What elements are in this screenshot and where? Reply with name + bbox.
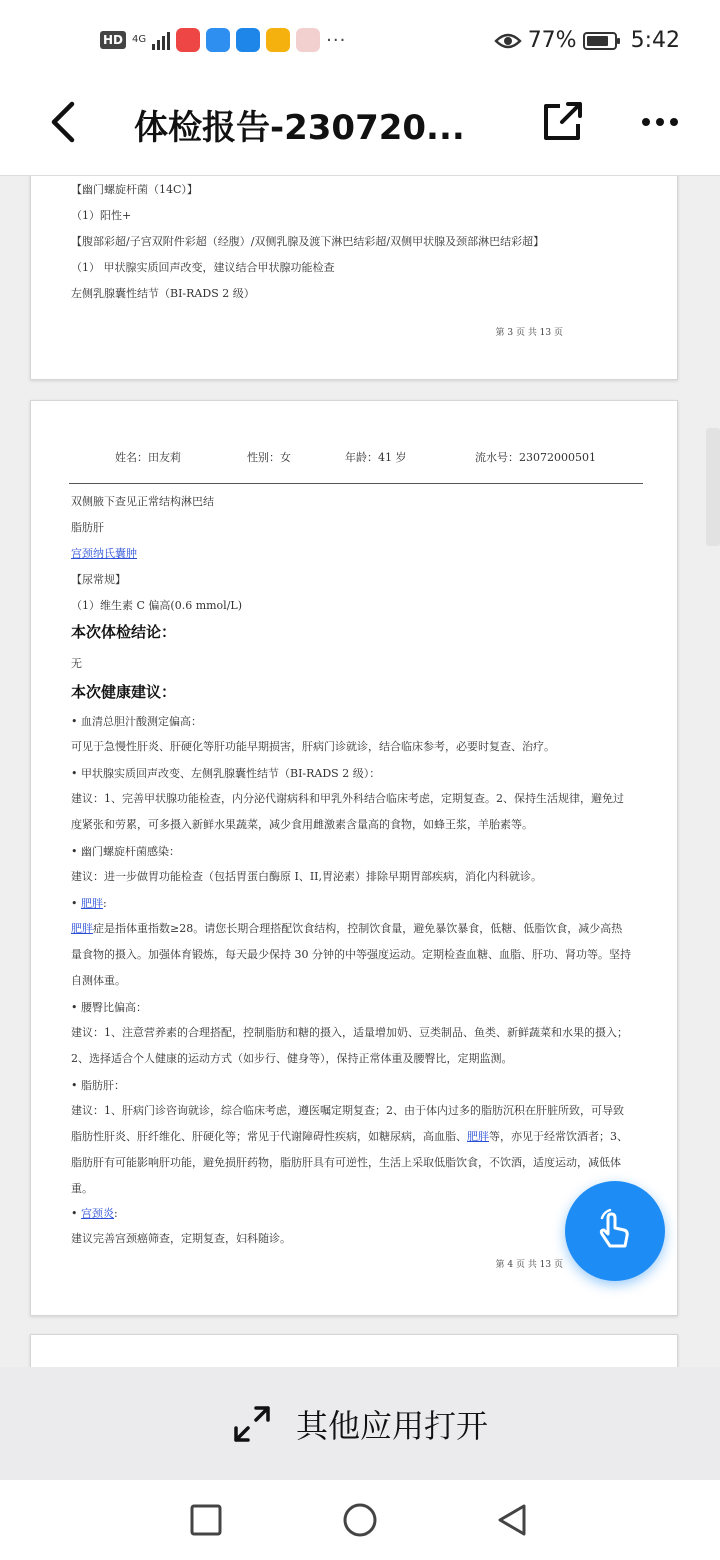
- document-page-3: [30, 176, 678, 380]
- page3-line: （1） 甲状腺实质回声改变，建议结合甲状腺功能检查: [71, 261, 335, 274]
- colon: :: [114, 1207, 118, 1220]
- weather-icon: [206, 28, 230, 52]
- more-icon[interactable]: [636, 98, 684, 146]
- document-page-4: [30, 400, 678, 1316]
- finding-line: 【尿常规】: [71, 573, 126, 586]
- advice-heading: 本次健康建议：: [71, 683, 177, 701]
- advice-text: 症是指体重指数≥28。请您长期合理搭配饮食结构，控制饮食量，避免暴饮暴食，低糖、低脂饮食，减少高热量食物的摄入。加强体育锻炼，每天最少保持 30 分钟的中等强度运动。定期检查血糖、血脂、肝功、肾功等。坚持自测体重。: [71, 922, 631, 987]
- home-icon[interactable]: [338, 1498, 382, 1542]
- patient-age: 年龄：41 岁: [345, 451, 407, 464]
- more-notifications: ···: [326, 29, 347, 51]
- advice-bullet-cervicitis: [71, 1205, 118, 1221]
- share-icon[interactable]: [538, 98, 586, 146]
- eye-icon: [494, 31, 522, 51]
- advice-text-obesity: [71, 916, 631, 994]
- finding-line: 脂肪肝: [71, 521, 104, 534]
- advice-bullet: • 甲状腺实质回声改变、左侧乳腺囊性结节（BI-RADS 2 级）：: [71, 767, 381, 780]
- page3-line: 【幽门螺旋杆菌（14C）】: [71, 183, 198, 196]
- advice-text: 建议：进一步做胃功能检查（包括胃蛋白酶原 I、II,胃泌素）排除早期胃部疾病，消化内科就诊。: [71, 870, 543, 883]
- page-number: 第 3 页 共 13 页: [495, 328, 563, 338]
- network-type: 4G: [132, 34, 147, 45]
- serial-number: 流水号：23072000501: [475, 451, 596, 464]
- advice-bullet: • 血清总胆汁酸测定偏高：: [71, 715, 202, 728]
- app-yellow-icon: [266, 28, 290, 52]
- page3-line: （1）阳性+: [71, 209, 132, 222]
- finding-line: 双侧腋下查见正常结构淋巴结: [71, 495, 214, 508]
- finding-line: （1）维生素 C 偏高(0.6 mmol/L): [71, 599, 242, 612]
- advice-text: 建议：1、肝病门诊咨询就诊，综合临床考虑，遵医嘱定期复查；2、由于体内过多的脂肪沉积在肝脏所致，可导致脂肪性肝炎、肝纤维化、肝硬化等；常见于代谢障碍性疾病，如糖尿病，高血脂、: [71, 1104, 624, 1143]
- page3-line: 左侧乳腺囊性结节（BI-RADS 2 级）: [71, 287, 255, 300]
- obesity-inline-link[interactable]: 肥胖: [71, 922, 93, 935]
- back-triangle-icon[interactable]: [490, 1498, 534, 1542]
- battery-percent: 77%: [527, 28, 577, 53]
- advice-bullet: • 幽门螺旋杆菌感染：: [71, 845, 180, 858]
- advice-bullet-obesity: [71, 895, 107, 911]
- hd-badge: HD: [100, 31, 126, 49]
- obesity-inline-link[interactable]: 肥胖: [467, 1130, 489, 1143]
- battery-icon: [583, 32, 617, 50]
- document-page-5: [30, 1334, 678, 1367]
- recent-apps-icon[interactable]: [184, 1498, 228, 1542]
- expand-icon: [232, 1404, 272, 1444]
- advice-text: 等，亦见于经常饮酒者；3、脂肪肝有可能影响肝功能，避免损肝药物，脂肪肝具有可逆性，生活上采取低脂饮食，不饮酒，适度运动，减低体重。: [71, 1130, 628, 1195]
- advice-text: 建议完善宫颈癌筛查，定期复查，妇科随诊。: [71, 1232, 291, 1245]
- hand-pointer-icon: [590, 1206, 640, 1256]
- open-with-other-app-bar[interactable]: [0, 1367, 720, 1480]
- conclusion-text: 无: [71, 657, 82, 670]
- advice-text-fatty-liver: [71, 1098, 631, 1202]
- status-right: [494, 28, 680, 53]
- bullet: •: [71, 897, 81, 910]
- status-bar: [0, 0, 720, 84]
- patient-gender: 性别：女: [247, 451, 291, 464]
- page-number: 第 4 页 共 13 页: [495, 1260, 563, 1270]
- page-title: 体检报告-230720...: [134, 108, 465, 148]
- clock: 5:42: [630, 28, 680, 53]
- app-gift-icon: [296, 28, 320, 52]
- finding-link-cervical-cyst[interactable]: 宫颈纳氏囊肿: [71, 547, 137, 560]
- scrollbar[interactable]: [706, 428, 720, 546]
- cervicitis-link[interactable]: 宫颈炎: [81, 1207, 114, 1220]
- advice-bullet: • 腰臀比偏高：: [71, 1001, 147, 1014]
- bullet: •: [71, 1207, 81, 1220]
- app-red-icon: [176, 28, 200, 52]
- signal-icon: [152, 30, 170, 50]
- patient-name: 姓名：田友莉: [115, 451, 181, 464]
- open-with-label: 其他应用打开: [295, 1406, 488, 1445]
- feather-app-icon: [236, 28, 260, 52]
- colon: :: [103, 897, 107, 910]
- advice-text: 建议：1、注意营养素的合理搭配，控制脂肪和糖的摄入，适量增加奶、豆类制品、鱼类、新鲜蔬菜和水果的摄入；2、选择适合个人健康的运动方式（如步行、健身等），保持正常体重及腰臀比，定期监测。: [71, 1026, 628, 1065]
- gesture-assistant-button[interactable]: [565, 1181, 665, 1281]
- conclusion-heading: 本次体检结论：: [71, 623, 177, 641]
- back-arrow-icon[interactable]: [40, 98, 88, 146]
- system-nav-bar: [0, 1480, 720, 1560]
- obesity-link[interactable]: 肥胖: [81, 897, 103, 910]
- page3-line: 【腹部彩超/子宫双附件彩超（经腹）/双侧乳腺及渡下淋巴结彩超/双侧甲状腺及颈部淋巴结彩超】: [71, 235, 545, 248]
- advice-bullet: • 脂肪肝：: [71, 1079, 125, 1092]
- advice-text: 可见于急慢性肝炎、肝硬化等肝功能早期损害，肝病门诊就诊，结合临床参考，必要时复查、治疗。: [71, 740, 555, 753]
- status-left: [100, 28, 346, 52]
- advice-text: 建议：1、完善甲状腺功能检查，内分泌代谢病科和甲乳外科结合临床考虑，定期复查。2、保持生活规律，避免过度紧张和劳累，可多摄入新鲜水果蔬菜，减少食用雌激素含量高的食物，如蜂王浆，羊胎素等。: [71, 792, 624, 831]
- app-header: [0, 84, 720, 176]
- header-divider: [69, 483, 643, 484]
